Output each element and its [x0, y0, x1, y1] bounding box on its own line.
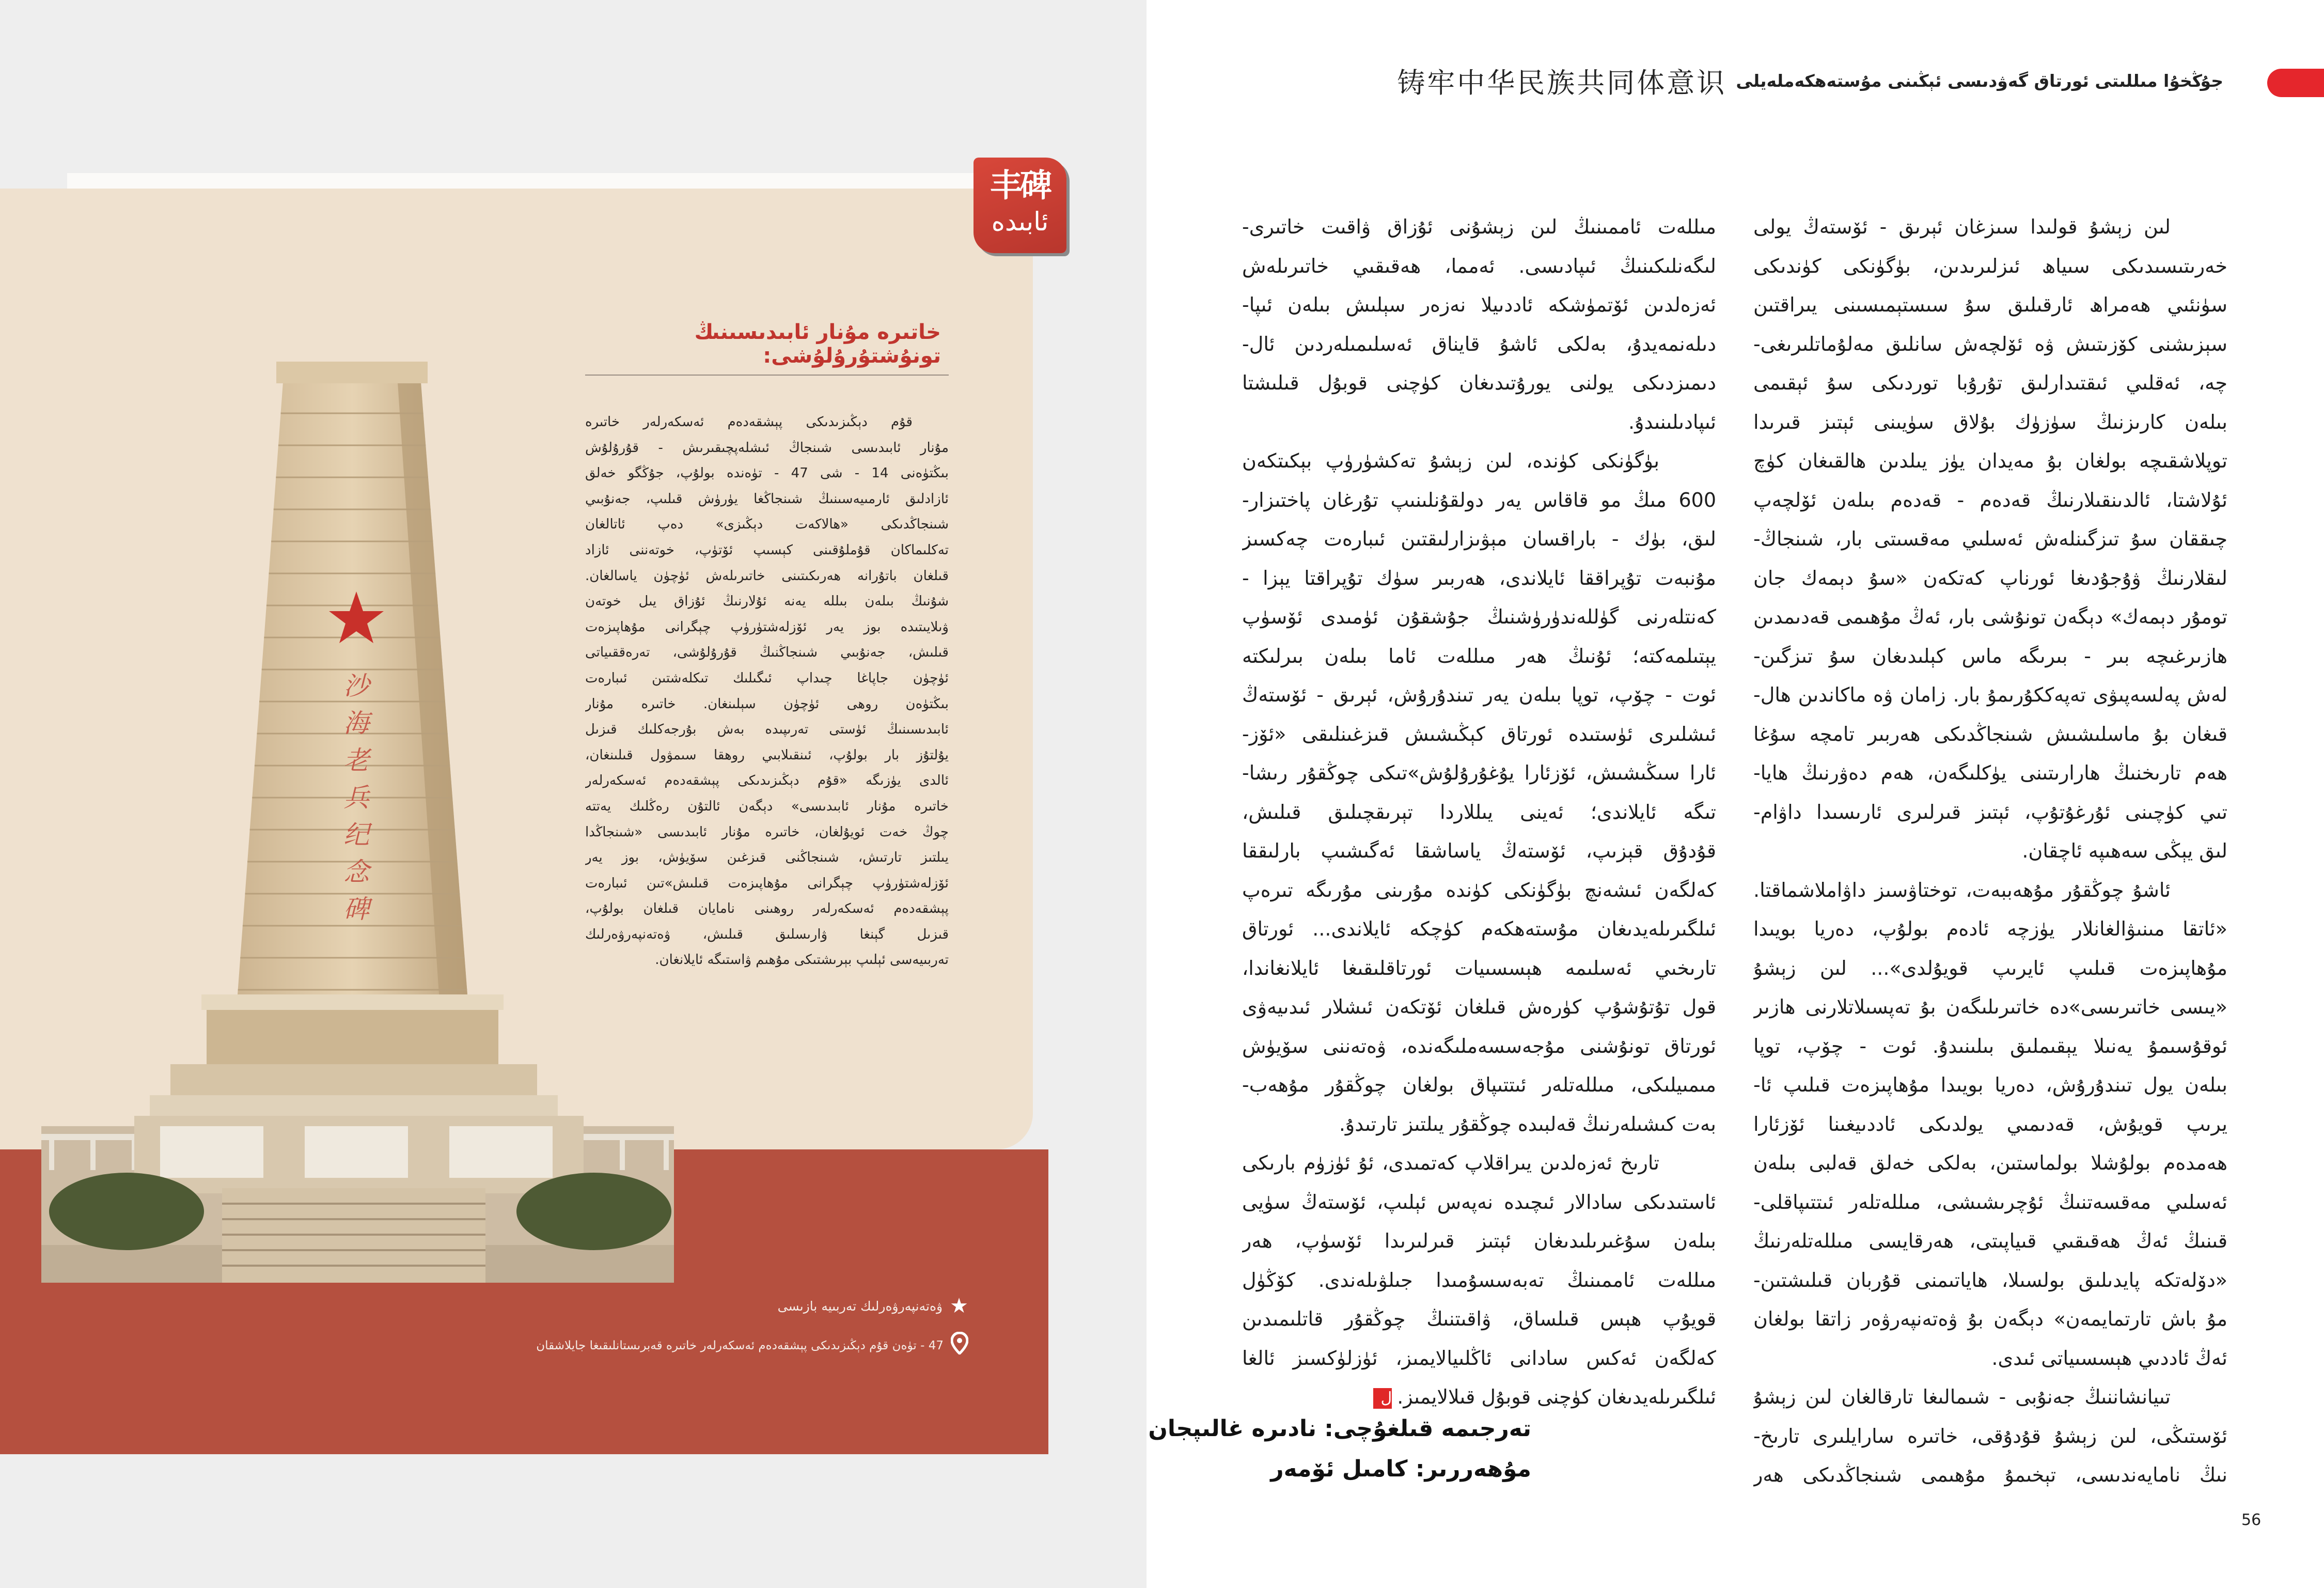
article-line-text: ئىلگىرىلەيدىغان مۇستەھكەم كۈچكە ئايلاندى... ئورتاق — [1242, 917, 1716, 940]
article-line-text: ئۇلاشتا، ئالدىنقىلارنىڭ قەدەم - قەدەم بىلەن ئۆلچەپ — [1753, 488, 2227, 511]
article-line — [1753, 1027, 2227, 1066]
article-line-text: ئوت - چۆپ، توپا بىلەن يەر تىندۇرۇش، ئېرىق - ئۆستەڭ — [1242, 683, 1716, 706]
article-line — [1753, 1105, 2227, 1144]
article-line-text: ئاستىدىكى سادالار ئىچىدە نەپەس ئېلىپ، ئۆستەڭ سۈيى — [1242, 1190, 1716, 1213]
article-line-text: تومۇر دېمەك» دېگەن تونۇشى بار، ئەڭ مۇھىمى قەدىمدىن — [1753, 605, 2227, 628]
article-line-text: خەرىتىسىدىكى سىياھ ئىزلىرىدىن، بۈگۈنكى كۈندىكى — [1753, 254, 2227, 277]
star-icon: ★ — [950, 1294, 968, 1318]
article-line-text: دىمىزدىكى يولنى يورۇتىدىغان كۈچنى قوبۇل قىلىشتا — [1242, 371, 1716, 394]
article-line — [1753, 832, 2227, 871]
inscription-char: 沙 — [343, 671, 369, 701]
monument-photo — [0, 0, 1085, 1498]
inscription-char: 海 — [343, 708, 369, 738]
article-line — [1242, 1066, 1716, 1105]
article-line-text: ئۆستىڭى، لىن زېشۇ قۇدۇقى، خاتىرە سارايلىرى تارىخ- — [1753, 1424, 2227, 1447]
article-column-2 — [1242, 208, 1716, 1417]
article-line-text: توپلاشقىچە بولغان بۇ مەيدان يۈز يىلدىن ھالقىغان كۈچ — [1753, 449, 2227, 472]
article-line — [1753, 208, 2227, 247]
article-line-text: بەت كىشىلەرنىڭ قەلبىدە چوڭقۇر يىلتىز تارتىدۇ. — [1339, 1112, 1716, 1135]
article-line-text: بىلەن كارىزنىڭ سۈزۈك بۇلاق سۈيىنى ئېتىز قىرىدا — [1753, 410, 2227, 433]
sidebar-heading: خاتىرە مۇنار ئابىدىسىنىڭ تونۇشتۇرۇلۇشى: — [694, 320, 941, 368]
translator-credit: تەرجىمە قىلغۇچى: نادىرە غالىپجان — [1148, 1415, 1531, 1442]
article-line — [1753, 1183, 2227, 1222]
article-line — [1753, 325, 2227, 364]
article-line-text: ئەسلىي مەقسەتنىڭ ئۇچرىشىشى، مىللەتلەر ئىتتىپاقلى- — [1753, 1190, 2227, 1213]
article-line — [1242, 1300, 1716, 1339]
sidebar-line: ئابىدىسىنىڭ ئۈستى تەرىپىدە بەش بۇرجەكلىك قىزىل — [585, 722, 949, 738]
article-line-text: مۇھاپىزەت قىلىپ ئايرىپ قويۇلدى»... لىن زېشۇ — [1753, 956, 2227, 979]
header-uyghur: جۇڭخۇا مىللىتى ئورتاق گەۋدىسى ئېڭىنى مۇستەھكەملەيلى — [1736, 71, 2223, 91]
sidebar-line: مۇنار ئابىدىسى شىنجاڭ ئىشلەپچىقىرىش - قۇرۇلۇش — [585, 440, 949, 456]
article-line — [1753, 1261, 2227, 1300]
article-line — [1242, 598, 1716, 637]
inscription-char: 碑 — [343, 894, 369, 924]
article-line-text: لىگەنلىكىنىڭ ئىپادىسى. ئەمما، ھەقىقىي خاتىرىلەش — [1242, 254, 1716, 277]
article-line-text: تىگە ئايلاندى؛ ئەينى يىللاردا تېرىقچىلىق قىلىش، — [1242, 800, 1716, 823]
article-line-text: چىققان سۇ تىزگىنلەش ئەسلىي مەقسىتى بار، شىنجاڭ- — [1753, 527, 2227, 550]
article-line-text: مىمىيلىكى، مىللەتلەر ئىتتىپاق بولغان چوڭقۇر مۇھەب- — [1242, 1073, 1716, 1096]
article-line-text: يرىپ قويۇش، قەدىمىي يولدىكى ئاددىيغىنا ئۆزئارا — [1753, 1112, 2227, 1135]
article-line — [1753, 442, 2227, 481]
article-line — [1753, 1456, 2227, 1495]
running-header — [1397, 61, 2223, 101]
sidebar-line: يۇلتۇز بار بولۇپ، ئىنقىلابىي روھقا سىمۋول قىلىنغان، — [585, 747, 949, 763]
article-line-text: كەنتلەرنى گۈللەندۈرۈشنىڭ جۇشقۇن ئۈمىدى ئۆسۈپ — [1242, 605, 1716, 628]
article-line — [1242, 1378, 1716, 1417]
article-line — [1753, 676, 2227, 715]
article-line — [1753, 598, 2227, 637]
sidebar-line: تەكلىماكان قۇملۇقىنى كېسىپ ئۆتۈپ، خوتەننى ئازاد — [585, 542, 949, 558]
article-line-text: ھەمدەم بولۇشلا بولماستىن، بەلكى خەلق قەلبى بىلەن — [1753, 1151, 2227, 1174]
sidebar-line: شىنجاڭدىكى «ھالاكەت دېڭىزى» دەپ ئاتالغان — [585, 517, 949, 533]
article-line — [1753, 637, 2227, 676]
article-line — [1242, 364, 1716, 403]
article-line-text: تىي كۈچىنى ئۇرغۇتۇپ، ئېتىز قىرلىرى ئارىسىدا داۋام- — [1753, 800, 2227, 823]
caption-base — [778, 1294, 968, 1318]
article-line-text: لىق يېڭى سەھىپە ئاچقان. — [2022, 839, 2227, 862]
article-line — [1242, 520, 1716, 559]
article-line-text: ئىپادىلىنىدۇ. — [1628, 410, 1716, 433]
article-line-text: ئىلگىرىلەيدىغان كۈچنى قوبۇل قىلالايمىز. — [1397, 1385, 1716, 1408]
article-line-text: لىق، بۈك - باراقسان مېۋىزارلىقتىن ئىبارەت چەكسىز — [1242, 527, 1716, 550]
caption-text: ۋەتەنپەرۋەرلىك تەربىيە بازىسى — [777, 1298, 943, 1314]
header-accent-tab — [2267, 69, 2324, 97]
sidebar-line: ئۆزلەشتۈرۈپ چېگرانى مۇھاپىزەت قىلىش»تىن ئىبارەت — [585, 875, 949, 891]
article-line — [1753, 481, 2227, 520]
article-line-text: مۇ باش تارتمايمەن» دېگەن بۇ ۋەتەنپەرۋەر زاتقا بولغان — [1753, 1307, 2227, 1330]
left-page — [0, 0, 1147, 1588]
article-line — [1242, 481, 1716, 520]
article-line — [1242, 247, 1716, 286]
article-line-text: لىقلارنىڭ ۋۇجۇدىغا ئورناپ كەتكەن «سۇ دېمەك جان — [1753, 566, 2227, 589]
article-line-text: مۇنبەت تۇپراققا ئايلاندى، ھەربىر سۈك تۇپراقتا يېزا - — [1242, 566, 1716, 589]
article-line — [1753, 988, 2227, 1027]
article-line-text: دىلەنمەيدۇ، بەلكى ئاشۇ قايناق ئەسلىمىلەردىن ئال- — [1242, 332, 1716, 355]
sidebar-line: يىلتىز تارتىش، شىنجاڭنى قىزغىن سۆيۈش، بوز يەر — [585, 850, 949, 866]
sidebar-line: پېشقەدەم ئەسكەرلەر روھىنى نامايان قىلغان بولۇپ، — [585, 901, 949, 917]
sidebar-line: شۇنىڭ بىلەن بىللە يەنە ئۇلارنىڭ ئۇزاق يىل خوتەن — [585, 594, 949, 610]
article-line — [1242, 1222, 1716, 1261]
shrub-right — [516, 1173, 671, 1250]
article-line — [1242, 442, 1716, 481]
badge-chinese: 丰碑 — [990, 166, 1050, 204]
article-line — [1753, 1066, 2227, 1105]
article-line — [1242, 1183, 1716, 1222]
article-line-text: «ئاتقا مىنىۋالغانلار يۈزچە ئادەم بولۇپ، دەريا بويىدا — [1753, 917, 2227, 940]
article-line — [1242, 208, 1716, 247]
article-line — [1753, 364, 2227, 403]
article-line-text: نىڭ نامايەندىسى، تېخىمۇ مۇھىمى شىنجاڭدىكى ھەر — [1753, 1464, 2227, 1486]
article-line-text: كەلگەن ئىشەنچ بۈگۈنكى كۈندە مۇرىنى مۇرىگە تىرەپ — [1242, 878, 1716, 901]
article-line — [1753, 520, 2227, 559]
article-line — [1242, 1027, 1716, 1066]
shrub-left — [49, 1173, 204, 1250]
article-line — [1753, 1300, 2227, 1339]
sidebar-line: ئازادلىق ئارمىيەسىنىڭ شىنجاڭغا يۈرۈش قىلىپ، جەنۇبىي — [585, 491, 949, 507]
sidebar-line: قۇم دېڭىزىدىكى پېشقەدەم ئەسكەرلەر خاتىرە — [585, 414, 913, 430]
article-line-text: قول تۇتۇشۇپ كۈرەش قىلغان ئۆتكەن ئىشلار ئىدىيەۋى — [1242, 995, 1716, 1018]
article-line-text: قىغان بۇ ماسلىشىش شىنجاڭدىكى ھەربىر تامچە سۇغا — [1753, 722, 2227, 745]
article-line-text: ئىشلىرى ئۈستىدە ئورتاق كېڭىشىش قىزغىنلىقى «ئۆز- — [1242, 722, 1716, 745]
article-line — [1753, 871, 2227, 910]
article-line-text: ئەڭ ئاددىي ھېسسىياتى ئىدى. — [1991, 1346, 2227, 1369]
article-line — [1753, 559, 2227, 598]
monument-base — [41, 994, 674, 1283]
article-line-text: «يىسى خاتىرىسى»دە خاتىرىلىگەن بۇ تەپسىلاتلارنى ھازىر — [1753, 995, 2227, 1018]
article-line — [1242, 1105, 1716, 1144]
article-line — [1753, 1144, 2227, 1183]
badge-uyghur: ئابىدە — [991, 207, 1049, 237]
sidebar-line: قىلغان باتۇرانە ھەرىكىتىنى خاتىرىلەش ئۈچۈن ياسالغان. — [585, 568, 949, 584]
article-line-text: قىنىڭ ئەڭ ھەقىقىي قىياپىتى، ھەرقايسى مىللەتلەرنىڭ — [1753, 1229, 2227, 1252]
article-line — [1242, 1339, 1716, 1378]
article-line — [1753, 1222, 2227, 1261]
article-line-text: بۈگۈنكى كۈندە، لىن زېشۇ تەكشۈرۈپ بېكىتكەن — [1242, 449, 1659, 472]
caption-text: 47 - تۈەن قۇم دېڭىزىدىكى پېشقەدەم ئەسكەرلەر خاتىرە قەبرىستانلىقىغا جايلاشقان — [536, 1339, 944, 1352]
article-line-text: ئورتاق تونۇشنى مۇجەسسەملىگەندە، ۋەتەننى سۆيۈش — [1242, 1034, 1716, 1057]
article-line — [1753, 754, 2227, 793]
inscription-char: 兵 — [343, 783, 369, 813]
article-line-text: مىللەت ئاممىنىڭ تەبەسسۇمىدا جىلۋىلەندى. كۆڭۈل — [1242, 1268, 1716, 1291]
article-line — [1753, 793, 2227, 832]
article-line-text: يېتىلمەكتە؛ ئۇنىڭ ھەر مىللەت ئاما بىلەن بىرلىكتە — [1242, 644, 1716, 667]
article-line — [1242, 325, 1716, 364]
article-line — [1242, 1261, 1716, 1300]
article-line — [1242, 910, 1716, 949]
location-pin-icon — [951, 1332, 968, 1360]
article-line — [1242, 949, 1716, 988]
article-line — [1242, 988, 1716, 1027]
article-line-text: لەش پەلسەپىۋى تەپەككۇرىمۇ بار. زامان ۋە ماكاندىن ھال- — [1753, 683, 2227, 706]
article-line-text: ئارا سىڭىشىش، ئۆزئارا يۇغۇرۇلۇش»تىكى چوڭقۇر رىشا- — [1242, 761, 1716, 784]
article-line-text: لىن زېشۇ قولىدا سىزغان ئېرىق - ئۆستەڭ يولى — [1753, 215, 2171, 238]
article-line-text: تارىخىي ئەسلىمە ھېسسىيات ئورتاقلىقىغا ئايلانغاندا، — [1242, 956, 1716, 979]
article-line — [1753, 403, 2227, 442]
article-line — [1753, 715, 2227, 754]
article-line — [1242, 871, 1716, 910]
article-line-text: ھازىرغىچە بىر - بىرىگە ماس كېلىدىغان سۇ تىزگىن- — [1753, 644, 2227, 667]
article-line — [1753, 910, 2227, 949]
editor-credit: مۇھەررىر: كامىل ئۆمەر — [1270, 1456, 1531, 1482]
sidebar-line: خاتىرە مۇنار ئابىدىسى» دېگەن ئالتۇن رەڭلىك يەتتە — [585, 798, 949, 814]
sidebar-line: ئالدى يۈزىگە «قۇم دېڭىزىدىكى پېشقەدەم ئەسكەرلەر — [585, 773, 949, 789]
sidebar-line: بىڭتۈەن روھى ئۈچۈن سېلىنغان. خاتىرە مۇنار — [585, 696, 949, 712]
article-line-text: بىلەن يول تىندۇرۇش، دەريا بويىدا مۇھاپىزەت قىلىپ ئا- — [1753, 1073, 2227, 1096]
article-line — [1242, 676, 1716, 715]
article-line — [1242, 793, 1716, 832]
article-line — [1753, 949, 2227, 988]
article-line — [1242, 286, 1716, 325]
article-line-text: بىلەن سۇغىرىلىدىغان ئېتىز قىرلىرىدا ئۆسۈپ، ھەر — [1242, 1229, 1716, 1252]
inscription-char: 纪 — [343, 820, 369, 850]
article-line-text: كەلگەن ئەكس سادانى ئاڭلىيالايمىز، ئۈزلۈكسىز ئالغا — [1242, 1346, 1716, 1369]
end-of-article-mark-icon: ل — [1373, 1388, 1392, 1409]
sidebar-line: ئۈچۈن جاپاغا چىداپ ئىگىلىك تىكلەشتىن ئىبارەت — [585, 670, 949, 686]
sidebar-line: بىڭتۈەنى 14 - شى 47 - تۈەندە بولۇپ، جۇڭگو خەلق — [585, 465, 949, 481]
inscription-char: 念 — [343, 857, 369, 887]
header-chinese: 铸牢中华民族共同体意识 — [1397, 67, 1727, 99]
article-line-text: ئوقۇسىمۇ يەنىلا يېقىملىق بىلىنىدۇ. ئوت - چۆپ، توپا — [1753, 1034, 2227, 1057]
article-line — [1753, 1339, 2227, 1378]
sidebar-line: قىلىش، جەنۇبىي شىنجاڭنىڭ قۇرۇلۇشى، تەرەققىياتى — [585, 645, 949, 661]
article-line — [1753, 1417, 2227, 1456]
article-line — [1753, 1378, 2227, 1417]
article-line — [1242, 754, 1716, 793]
article-line-text: قويۇپ ھېس قىلساق، ۋاقىتنىڭ چوڭقۇر قاتلىمىدىن — [1242, 1307, 1716, 1330]
article-column-1 — [1753, 208, 2227, 1495]
article-line — [1753, 247, 2227, 286]
article-line-text: ئەزەلدىن ئۆتمۈشكە ئاددىيلا نەزەر سېلىش بىلەن ئىپا- — [1242, 293, 1716, 316]
sidebar-line: ۋىلايىتىدە بوز يەر ئۆزلەشتۈرۈپ چېگرانى مۇھاپىزەت — [585, 619, 949, 635]
article-line — [1242, 559, 1716, 598]
article-line-text: تارىخ ئەزەلدىن يىراقلاپ كەتمىدى، ئۇ ئۈزۈم بارىكى — [1242, 1151, 1659, 1174]
sidebar-line: چوڭ خەت ئويۇلغان، خاتىرە مۇنار ئابىدىسى «شىنجاڭدا — [585, 824, 949, 840]
caption-location — [536, 1332, 968, 1360]
article-line-text: تىيانشاننىڭ جەنۇبى - شىمالىغا تارقالغان لىن زېشۇ — [1753, 1385, 2171, 1408]
article-line-text: «دۆلەتكە پايدىلىق بولسىلا، ھاياتىمنى قۇربان قىلىشتىن- — [1753, 1268, 2227, 1291]
article-line-text: ھەم تارىخنىڭ ھارارىتىنى يۈكلىگەن، ھەم دەۋرنىڭ ھايا- — [1753, 761, 2227, 784]
article-line — [1242, 1144, 1716, 1183]
sidebar-line: تەربىيەسى ئېلىپ بېرىشتىكى مۇھىم ۋاستىگە ئايلانغان. — [655, 952, 949, 968]
article-line — [1242, 715, 1716, 754]
article-line-text: سۈنئىي ھەمراھ ئارقىلىق سۇ سىستېمىسىنى يىراقتىن — [1753, 293, 2227, 316]
article-line-text: قۇدۇق قېزىپ، ئۆستەڭ ياساشقا ئەگىشىپ بارلىققا — [1242, 839, 1716, 862]
article-line — [1242, 637, 1716, 676]
right-page — [1147, 0, 2324, 1588]
sidebar-line: قىزىل گېنغا ۋارىسلىق قىلىش، ۋەتەنپەرۋەرلىك — [585, 926, 949, 942]
article-line-text: چە، ئەقلىي ئىقتىدارلىق تۇرۇبا توردىكى سۇ ئېقىمى — [1753, 371, 2227, 394]
page-number: 56 — [2241, 1511, 2262, 1529]
article-line-text: 600 مىڭ مو قاقاس يەر دولقۇنلىنىپ تۇرغان پاختىزار- — [1242, 488, 1716, 511]
article-line — [1242, 832, 1716, 871]
inscription-char: 老 — [343, 745, 369, 775]
article-line — [1242, 403, 1716, 442]
article-line — [1753, 286, 2227, 325]
article-line-text: ئاشۇ چوڭقۇر مۇھەببەت، توختاۋسىز داۋاملاشماقتا. — [1753, 878, 2171, 901]
article-line-text: سېزىشنى كۆزىتىش ۋە ئۆلچەش سانلىق مەلۇماتلىرىغى- — [1753, 332, 2227, 355]
article-line-text: مىللەت ئاممىنىڭ لىن زېشۇنى ئۇزاق ۋاقىت خاتىرى- — [1242, 215, 1716, 238]
